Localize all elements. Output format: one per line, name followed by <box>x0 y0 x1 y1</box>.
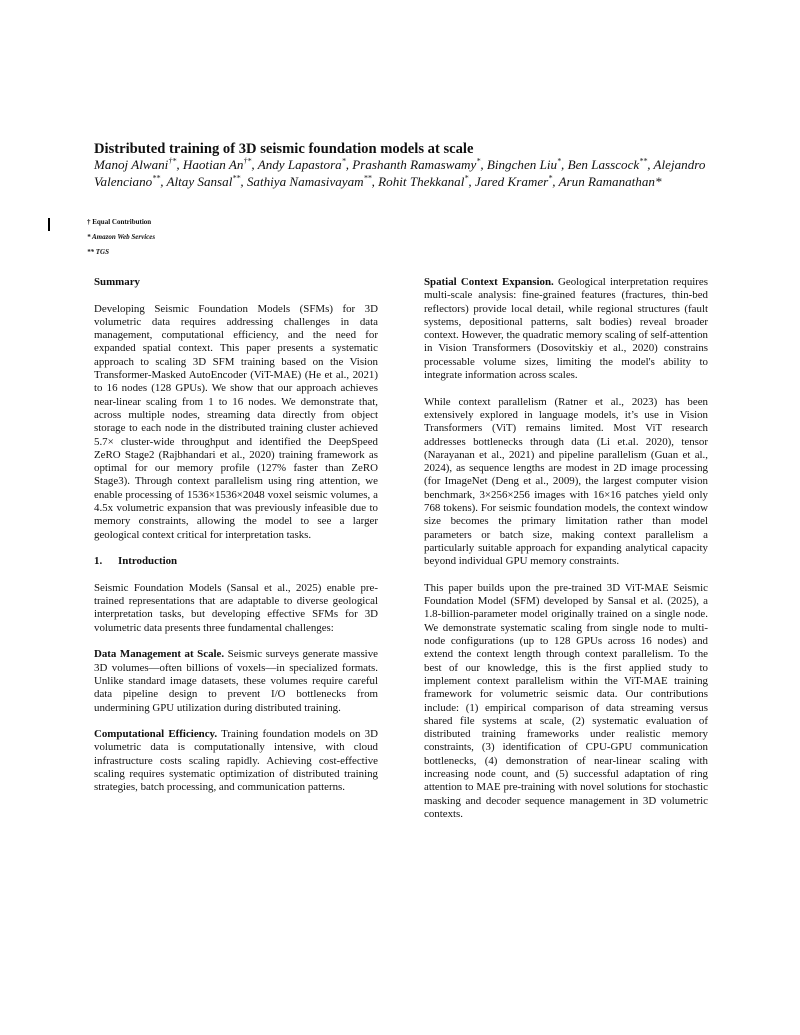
author-name: Prashanth Ramaswamy <box>352 157 477 172</box>
author-affiliation-mark: * <box>476 156 481 166</box>
summary-paragraph: Developing Seismic Foundation Models (SFMs) for 3D volumetric data requires addressing challenges in data management, computational efficiency, and the need for expanded spatial context. This paper presents a systematic approach to scaling 3D SFM training based on the Vision Transformer-Masked AutoEncoder (ViT-MAE) (He et al., 2021) to 16 nodes (128 GPUs). We show that our approach achieves near-linear scaling from 1 to 16 nodes. We demonstrate that, across multiple nodes, streaming data directly from object storage to each node in the distributed training cluster achieved 5.7× cluster-wide throughput and identified the DeepSpeed ZeRO Stage2 (Rajbhandari et al., 2020) training framework as optimal for our memory profile (127% faster than ZeRO Stage3). Through context parallelism using ring attention, we enable processing of 1536×1536×2048 voxel seismic volumes, a 4.5x volumetric expansion that was previously infeasible due to memory constraints, allowing the model to see a larger geological context critical for interpretation tasks. <box>94 302 378 541</box>
author-affiliation-mark: * <box>557 156 562 166</box>
computational-efficiency-label: Computational Efficiency. <box>94 728 218 741</box>
spatial-context-text: Geological interpretation requires multi-scale analysis: fine-grained features (fractures, thin-bed reflectors) provide local detail, while regional structures (fault systems, depositional patterns, salt bodies) reveal broader context. However, the quadratic memory scaling of self-attention in Vision Transformers (Dosovitskiy et al., 2020) constrains processable volume sizes, limiting the model's ability to integrate information across scales. <box>424 276 708 382</box>
author-affiliation-mark: †* <box>243 156 252 166</box>
affiliation-tgs: ** TGS <box>87 248 109 256</box>
author-affiliation-mark: * <box>464 173 469 183</box>
section-number: 1. <box>94 555 103 568</box>
spatial-context-paragraph <box>424 276 708 382</box>
author-affiliation-mark: ** <box>152 173 161 183</box>
author-affiliation-mark: * <box>341 156 346 166</box>
author-name: Andy Lapastora <box>257 157 342 172</box>
author-name: Rohit Thekkanal <box>378 174 465 189</box>
paper-title: Distributed training of 3D seismic foundation models at scale <box>94 141 474 157</box>
author-name: Arun Ramanathan* <box>558 174 662 189</box>
author-list: Manoj Alwani†*, Haotian An†*, Andy Lapastora*, Prashanth Ramaswamy*, Bingchen Liu*, Ben Lasscock**, Alejandro Valenciano**, Altay Sansal**, Sathiya Namasivayam**, Rohit Thekkanal*, Jared Kramer*, Arun Ramanathan* <box>94 156 706 189</box>
author-name: Ben Lasscock <box>567 157 640 172</box>
author-affiliation-mark: ** <box>639 156 648 166</box>
author-name: Jared Kramer <box>474 174 549 189</box>
computational-efficiency-paragraph <box>94 728 378 794</box>
context-parallelism-paragraph: While context parallelism (Ratner et al., 2023) has been extensively explored in language models, it’s use in Vision Transformers (ViT) remains limited. Most ViT research addresses bottlenecks through data (Li et.al. 2020), tensor (Narayanan et al., 2021) and pipeline parallelism (Guan et al., 2024), as sequence lengths are modest in 2D image processing (for ImageNet (Deng et al., 2009), the largest computer vision benchmark, 3×256×256 images with 16×16 patches yield only 768 tokens). For seismic foundation models, the context window size becomes the primary limitation rather than model parameters or batch size, making context parallelism a particularly suitable approach for expanding analytical capacity beyond individual GPU memory constraints. <box>424 395 708 568</box>
intro-paragraph: Seismic Foundation Models (Sansal et al., 2025) enable pre-trained representations that are adaptable to diverse geological interpretation tasks, but developing effective SFMs for 3D volumetric data presents three fundamental challenges: <box>94 581 378 634</box>
section-title: Introduction <box>118 555 178 568</box>
author-affiliation-mark: ** <box>232 173 241 183</box>
text-cursor <box>48 218 50 231</box>
left-column <box>94 276 378 808</box>
right-column <box>424 276 708 834</box>
data-management-text: Seismic surveys generate massive 3D volumes—often billions of voxels—in specialized formats. Unlike standard image datasets, these volumes require careful data pipeline design to prevent I/O bottlenecks from undermining GPU utilization during distributed training. <box>94 648 378 714</box>
author-name: Bingchen Liu <box>486 157 558 172</box>
affiliation-amazon: * Amazon Web Services <box>87 233 156 241</box>
author-name: Sathiya Namasivayam <box>246 174 364 189</box>
data-management-label: Data Management at Scale. <box>94 648 225 661</box>
data-management-paragraph <box>94 648 378 714</box>
author-affiliation-mark: * <box>548 173 553 183</box>
author-name: Altay Sansal <box>166 174 233 189</box>
author-name: Manoj Alwani <box>94 157 169 172</box>
summary-heading: Summary <box>94 276 140 288</box>
introduction-heading <box>94 555 378 568</box>
computational-efficiency-text: Training foundation models on 3D volumetric data is computationally intensive, with cloud infrastructure costs scaling rapidly. Achieving cost-effective scaling requires systematic optimization of distributed training strategies, batch processing, and communication patterns. <box>94 728 378 794</box>
affiliation-equal-contribution: † Equal Contribution <box>87 218 152 226</box>
author-name: Haotian An <box>182 157 244 172</box>
author-affiliation-mark: ** <box>363 173 372 183</box>
spatial-context-label: Spatial Context Expansion. <box>424 276 554 288</box>
author-affiliation-mark: †* <box>168 156 177 166</box>
author-name: Alejandro Valenciano <box>94 157 706 189</box>
contributions-paragraph: This paper builds upon the pre-trained 3D ViT-MAE Seismic Foundation Model (SFM) developed by Sansal et al. (2025), a 1.8-billion-parameter model originally trained on a single node. We demonstrate systematic scaling from single node to multi-node configurations (up to 128 GPUs across 16 nodes) and extend the context length through context parallelism. To the best of our knowledge, this is the first applied study to implement context parallelism within the ViT-MAE training framework for volumetric seismic data. Our contributions include: (1) empirical comparison of data streaming versus shared file systems at scale, (2) systematic evaluation of distributed training frameworks under realistic memory constraints, (3) identification of CPU-GPU communication bottlenecks, (4) demonstration of near-linear scaling with increasing node count, and (5) successful adaptation of ring attention to MAE pre-training with novel solutions for stochastic masking and decoder sequence management in 3D volumetric contexts. <box>424 581 708 820</box>
